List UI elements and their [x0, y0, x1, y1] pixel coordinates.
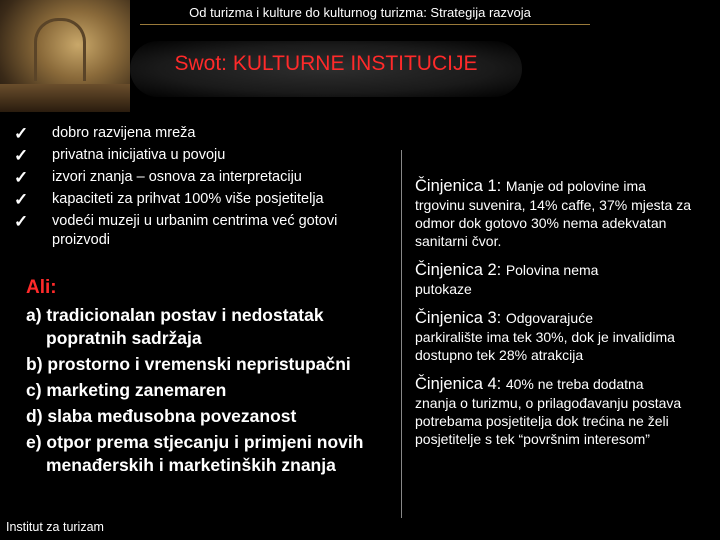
- fact-label: Činjenica 3:: [415, 309, 502, 327]
- strengths-list: [14, 124, 384, 253]
- list-item: d) slaba međusobna povezanost: [26, 406, 297, 426]
- list-item: ✓ vodeći muzeji u urbanim centrima već gotovi proizvodi: [14, 212, 338, 248]
- header-divider: [140, 24, 590, 25]
- check-icon: ✓: [14, 168, 29, 187]
- list-item: e) otpor prema stjecanju i primjeni novih menađerskih i marketinških znanja: [26, 432, 364, 475]
- fact-label: Činjenica 4:: [415, 375, 502, 393]
- weaknesses-list: [26, 304, 376, 480]
- check-icon: ✓: [14, 212, 29, 231]
- photo-arch: [34, 18, 86, 81]
- fact-item: Činjenica 2: Polovina nema putokaze: [415, 261, 599, 297]
- fact-label: Činjenica 1:: [415, 177, 502, 195]
- list-item: ✓ privatna inicijativa u povoju: [14, 146, 226, 165]
- list-item: ✓ dobro razvijena mreža: [14, 124, 196, 143]
- fact-label: Činjenica 2:: [415, 261, 502, 279]
- slide-title: Swot: KULTURNE INSTITUCIJE: [174, 52, 478, 75]
- fact-item: Činjenica 1: Manje od polovine ima trgovinu suvenira, 14% caffe, 37% mjesta za odmor dok gotovo 30% nema adekvatan sanitarni čvor.: [415, 177, 692, 249]
- fact-item: Činjenica 3: Odgovarajuće parkiralište ima tek 30%, dok je invalidima dostupno tek 28% atrakcija: [415, 309, 675, 363]
- ali-label: Ali:: [26, 277, 57, 298]
- fact-item: Činjenica 4: 40% ne treba dodatna znanja o turizmu, o prilagođavanju postava potrebama posjetitelja dok trećina ne želi posjetitelje s tek “površnim interesom”: [415, 375, 682, 447]
- header-title: Od turizma i kulture do kulturnog turizma: Strategija razvoja: [189, 5, 531, 20]
- check-icon: ✓: [14, 146, 29, 165]
- check-icon: ✓: [14, 124, 29, 143]
- facts-panel: [415, 176, 715, 458]
- list-item: a) tradicionalan postav i nedostatak popratnih sadržaja: [26, 305, 324, 348]
- list-item: ✓ kapaciteti za prihvat 100% više posjetitelja: [14, 190, 324, 209]
- list-item: ✓ izvori znanja – osnova za interpretaciju: [14, 168, 302, 187]
- column-divider: [401, 150, 402, 518]
- list-item: b) prostorno i vremenski nepristupačni: [26, 354, 351, 374]
- footer-credit: Institut za turizam: [6, 520, 104, 534]
- check-icon: ✓: [14, 190, 29, 209]
- photo-floor: [0, 84, 130, 112]
- list-item: c) marketing zanemaren: [26, 380, 227, 400]
